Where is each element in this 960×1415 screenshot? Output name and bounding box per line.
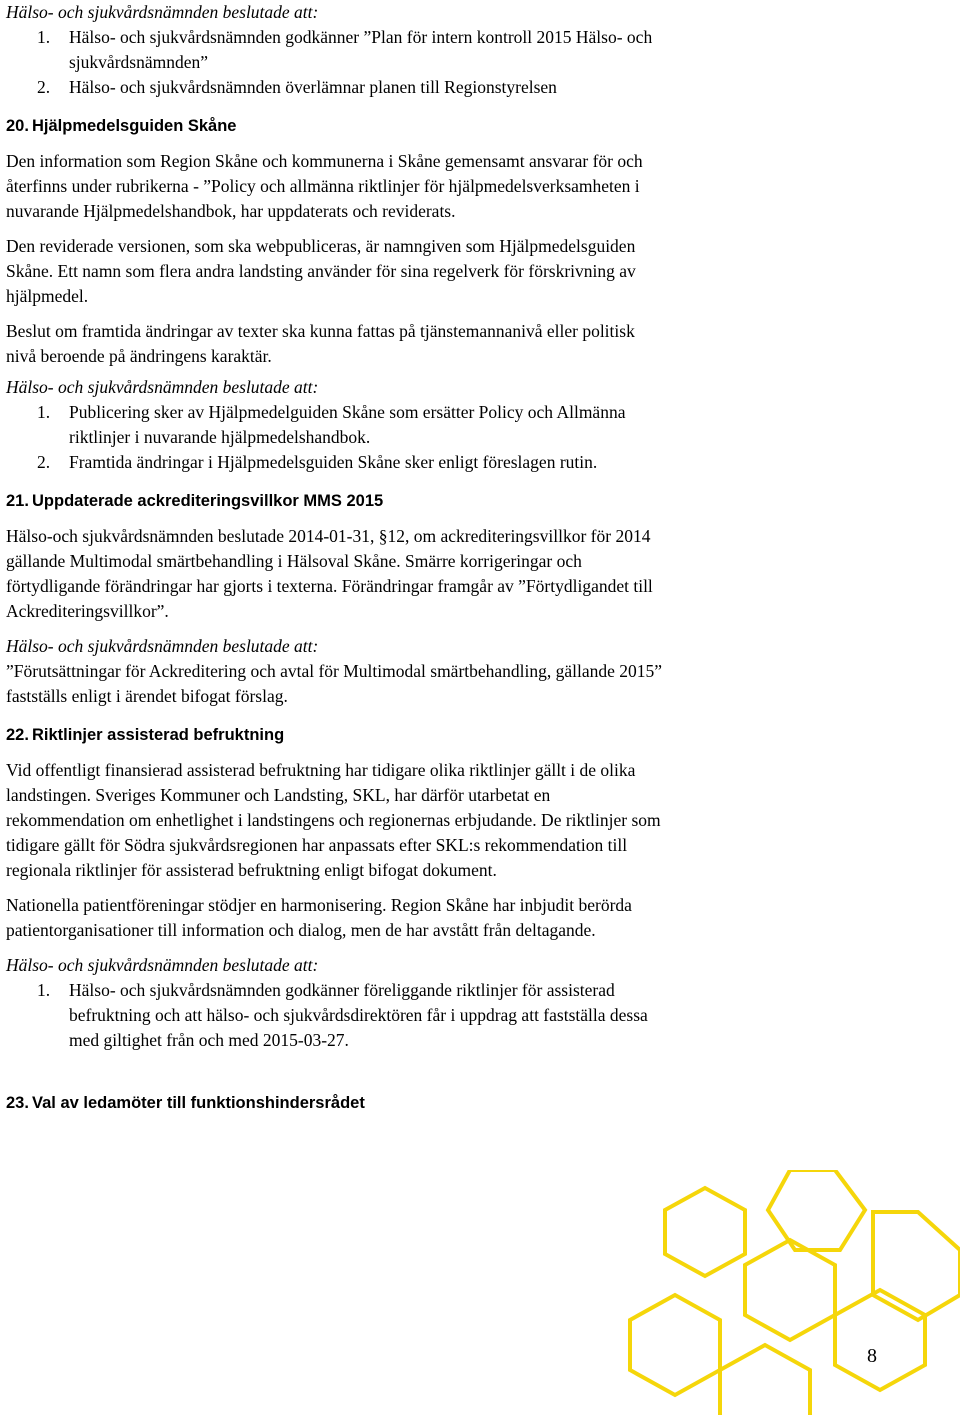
section-heading-20 [6, 114, 836, 139]
list-number: 1. [37, 27, 51, 47]
list-item [6, 450, 836, 475]
list-number: 1. [37, 402, 51, 422]
paragraph-line: Vid offentligt finansierad assisterad befruktning har tidigare olika riktlinjer gällt i de olika [6, 760, 636, 780]
paragraph-line: förtydligande förändringar har gjorts i texterna. Förändringar framgår av ”Förtydligandet till [6, 576, 653, 596]
paragraph-line: landstingen. Sveriges Kommuner och Landsting, SKL, har därför utarbetat en [6, 785, 551, 805]
list-number: 2. [37, 452, 51, 472]
paragraph-line: Hälso-och sjukvårdsnämnden beslutade 2014-01-31, §12, om ackrediteringsvillkor för 2014 [6, 526, 651, 546]
hexagon-shape [768, 1170, 865, 1250]
list-text-line: sjukvårdsnämnden” [69, 52, 208, 72]
list-text-line: Publicering sker av Hjälpmedelguiden Skåne som ersätter Policy och Allmänna [69, 402, 626, 422]
decision-label: Hälso- och sjukvårdsnämnden beslutade att: [6, 636, 319, 656]
hexagon-shape [665, 1188, 745, 1276]
paragraph [6, 319, 836, 369]
paragraph-line: rekommendation om enhetlighet i landstingens och regionernas erbjudande. De riktlinjer som [6, 810, 661, 830]
hexagon-shape [745, 1240, 835, 1340]
list-item [6, 25, 836, 75]
list-item [6, 400, 836, 450]
section-number: 23. [6, 1094, 29, 1112]
section-title: Hjälpmedelsguiden Skåne [32, 117, 237, 135]
paragraph-line: patientorganisationer till information och dialog, men de har avstått från deltagande. [6, 920, 596, 940]
paragraph-line: gällande Multimodal smärtbehandling i Hälsoval Skåne. Smärre korrigeringar och [6, 551, 582, 571]
honeycomb-group [630, 1170, 960, 1415]
list-number: 1. [37, 980, 51, 1000]
list-number: 2. [37, 77, 51, 97]
list-text-line: med giltighet från och med 2015-03-27. [69, 1030, 349, 1050]
page-number: 8 [867, 1345, 877, 1367]
list-text-line: Hälso- och sjukvårdsnämnden godkänner ”Plan för intern kontroll 2015 Hälso- och [69, 27, 653, 47]
list-text-line: Hälso- och sjukvårdsnämnden godkänner föreliggande riktlinjer för assisterad [69, 980, 615, 1000]
section-number: 21. [6, 492, 29, 510]
hexagon-shape [630, 1295, 720, 1395]
section-number: 20. [6, 117, 29, 135]
hexagon-shape [873, 1212, 960, 1320]
paragraph-line: Beslut om framtida ändringar av texter ska kunna fattas på tjänstemannanivå eller politisk [6, 321, 635, 341]
paragraph-line: ”Förutsättningar för Ackreditering och avtal för Multimodal smärtbehandling, gällande 2015” [6, 661, 663, 681]
list-text-line: riktlinjer i nuvarande hjälpmedelshandbok. [69, 427, 371, 447]
paragraph-line: nivå beroende på ändringens karaktär. [6, 346, 272, 366]
paragraph [6, 234, 836, 309]
paragraph-line: Skåne. Ett namn som flera andra landsting använder för sina regelverk för förskrivning av [6, 261, 636, 281]
paragraph-line: regionala riktlinjer för assisterad befruktning enligt bifogat dokument. [6, 860, 497, 880]
section-title: Val av ledamöter till funktionshindersrådet [32, 1094, 365, 1112]
paragraph [6, 758, 836, 883]
paragraph-line: Nationella patientföreningar stödjer en harmonisering. Region Skåne har inbjudit berörda [6, 895, 632, 915]
list-item [6, 978, 836, 1053]
hexagon-shape [835, 1290, 925, 1390]
decision-label: Hälso- och sjukvårdsnämnden beslutade att: [6, 377, 319, 397]
hexagon-shape [720, 1345, 810, 1415]
decision-text [6, 659, 836, 709]
section-number: 22. [6, 726, 29, 744]
paragraph-line: hjälpmedel. [6, 286, 89, 306]
honeycomb-decoration [590, 1170, 960, 1415]
paragraph [6, 149, 836, 224]
paragraph-line: tidigare gällt för Södra sjukvårdsregionen har anpassats efter SKL:s rekommendation till [6, 835, 628, 855]
decision-label: Hälso- och sjukvårdsnämnden beslutade att: [6, 2, 319, 22]
paragraph-line: Den information som Region Skåne och kommunerna i Skåne gemensamt ansvarar för och [6, 151, 643, 171]
decision-label: Hälso- och sjukvårdsnämnden beslutade att: [6, 955, 319, 975]
list-text-line: Framtida ändringar i Hjälpmedelsguiden Skåne sker enligt föreslagen rutin. [69, 452, 598, 472]
document-page [6, 0, 836, 1116]
paragraph-line: Ackrediteringsvillkor”. [6, 601, 169, 621]
list-text-line: befruktning och att hälso- och sjukvårdsdirektören får i uppdrag att fastställa dessa [69, 1005, 648, 1025]
section-title: Uppdaterade ackrediteringsvillkor MMS 2015 [32, 492, 384, 510]
paragraph [6, 893, 836, 943]
paragraph-line: Den reviderade versionen, som ska webpubliceras, är namngiven som Hjälpmedelsguiden [6, 236, 636, 256]
list-item [6, 75, 836, 100]
section-heading-21 [6, 489, 836, 514]
section-heading-23 [6, 1091, 836, 1116]
paragraph-line: nuvarande Hjälpmedelshandbok, har uppdaterats och reviderats. [6, 201, 456, 221]
section-title: Riktlinjer assisterad befruktning [32, 726, 285, 744]
paragraph [6, 524, 836, 624]
paragraph-line: återfinns under rubrikerna - ”Policy och allmänna riktlinjer för hjälpmedelsverksamheten i [6, 176, 640, 196]
list-text-line: Hälso- och sjukvårdsnämnden överlämnar planen till Regionstyrelsen [69, 77, 557, 97]
paragraph-line: fastställs enligt i ärendet bifogat förslag. [6, 686, 288, 706]
section-heading-22 [6, 723, 836, 748]
